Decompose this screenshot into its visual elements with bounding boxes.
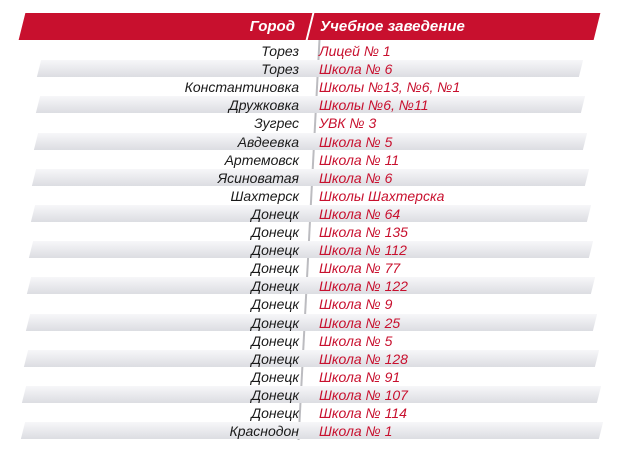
cell-city: Донецк: [251, 260, 299, 277]
cell-city: Ясиноватая: [217, 169, 299, 186]
cell-city: Константиновка: [184, 79, 299, 96]
cell-school: Школа № 25: [319, 314, 401, 331]
cell-city: Донецк: [251, 350, 299, 367]
table-row: [0, 350, 619, 368]
row-stripe: [37, 60, 583, 77]
row-stripe: [32, 169, 589, 186]
cell-city: Донецк: [251, 242, 299, 259]
table-row: [0, 133, 619, 151]
cell-school: Школа № 11: [319, 151, 400, 168]
cell-city: Донецк: [251, 278, 299, 295]
cell-school: Школа № 122: [319, 278, 408, 295]
table-row: [0, 332, 619, 350]
cell-city: Донецк: [251, 205, 299, 222]
cell-school: Школа № 5: [319, 332, 393, 349]
row-stripe: [35, 96, 585, 113]
row-stripe: [24, 350, 599, 367]
cell-school: Школа № 112: [319, 242, 407, 259]
cell-school: Лицей № 1: [319, 43, 391, 59]
cell-school: Школа № 77: [319, 260, 401, 277]
table-row: [0, 241, 619, 259]
table-row: [0, 314, 619, 332]
cell-city: Донецк: [251, 332, 299, 349]
table-row: [0, 386, 619, 404]
cell-school: Школа № 5: [319, 133, 393, 150]
table-row: [0, 96, 619, 114]
cell-city: Артемовск: [224, 151, 299, 168]
row-stripe: [26, 314, 598, 331]
cell-city: Донецк: [251, 386, 299, 403]
cell-school: Школа № 107: [319, 386, 408, 403]
cell-city: Торез: [261, 43, 299, 59]
cell-city: Донецк: [251, 314, 299, 331]
table-row: [0, 114, 619, 132]
table-row: [0, 223, 619, 241]
table-row: [0, 368, 619, 386]
table-row: [0, 42, 619, 60]
cell-school: Школа № 6: [319, 169, 393, 186]
cell-city: Зугрес: [254, 115, 299, 132]
table-row: [0, 422, 619, 440]
cell-city: Торез: [261, 61, 299, 78]
cell-school: Школа № 9: [319, 296, 393, 313]
table-row: [0, 404, 619, 422]
row-stripe: [22, 386, 601, 403]
cell-city: Донецк: [251, 296, 299, 313]
cell-city: Авдеевка: [237, 133, 299, 150]
cell-school: Школа № 64: [319, 205, 401, 222]
table-row: [0, 187, 619, 205]
cell-city: Донецк: [251, 224, 299, 240]
table-row: [0, 259, 619, 277]
cell-school: Школа № 6: [319, 61, 393, 78]
cell-school: Школы №13, №6, №1: [319, 79, 461, 96]
cell-school: Школа № 114: [319, 405, 407, 421]
cell-school: Школы №6, №11: [319, 97, 429, 114]
cell-city: Донецк: [251, 368, 299, 385]
table-row: [0, 277, 619, 295]
cell-city: Донецк: [251, 405, 299, 421]
table-row: [0, 169, 619, 187]
cell-school: Школа № 91: [319, 368, 401, 385]
row-stripe: [21, 422, 603, 439]
cell-school: Школа № 135: [319, 224, 408, 240]
header-city: Город: [249, 18, 295, 35]
table-row: [0, 295, 619, 313]
row-stripe: [31, 205, 592, 222]
row-stripe: [34, 133, 587, 150]
row-stripe: [29, 241, 593, 258]
cell-city: Дружковка: [228, 97, 299, 114]
cell-school: Школы Шахтерска: [319, 187, 445, 204]
table-row: [0, 78, 619, 96]
table-row: [0, 60, 619, 78]
cell-city: Шахтерск: [230, 187, 299, 204]
row-stripe: [27, 277, 595, 294]
cell-school: Школа № 128: [319, 350, 408, 367]
table-row: [0, 205, 619, 223]
table-row: [0, 151, 619, 169]
cell-school: Школа № 1: [319, 423, 393, 440]
header-school: Учебное заведение: [320, 18, 465, 35]
cell-school: УВК № 3: [319, 115, 377, 132]
cell-city: Краснодон: [229, 423, 299, 440]
